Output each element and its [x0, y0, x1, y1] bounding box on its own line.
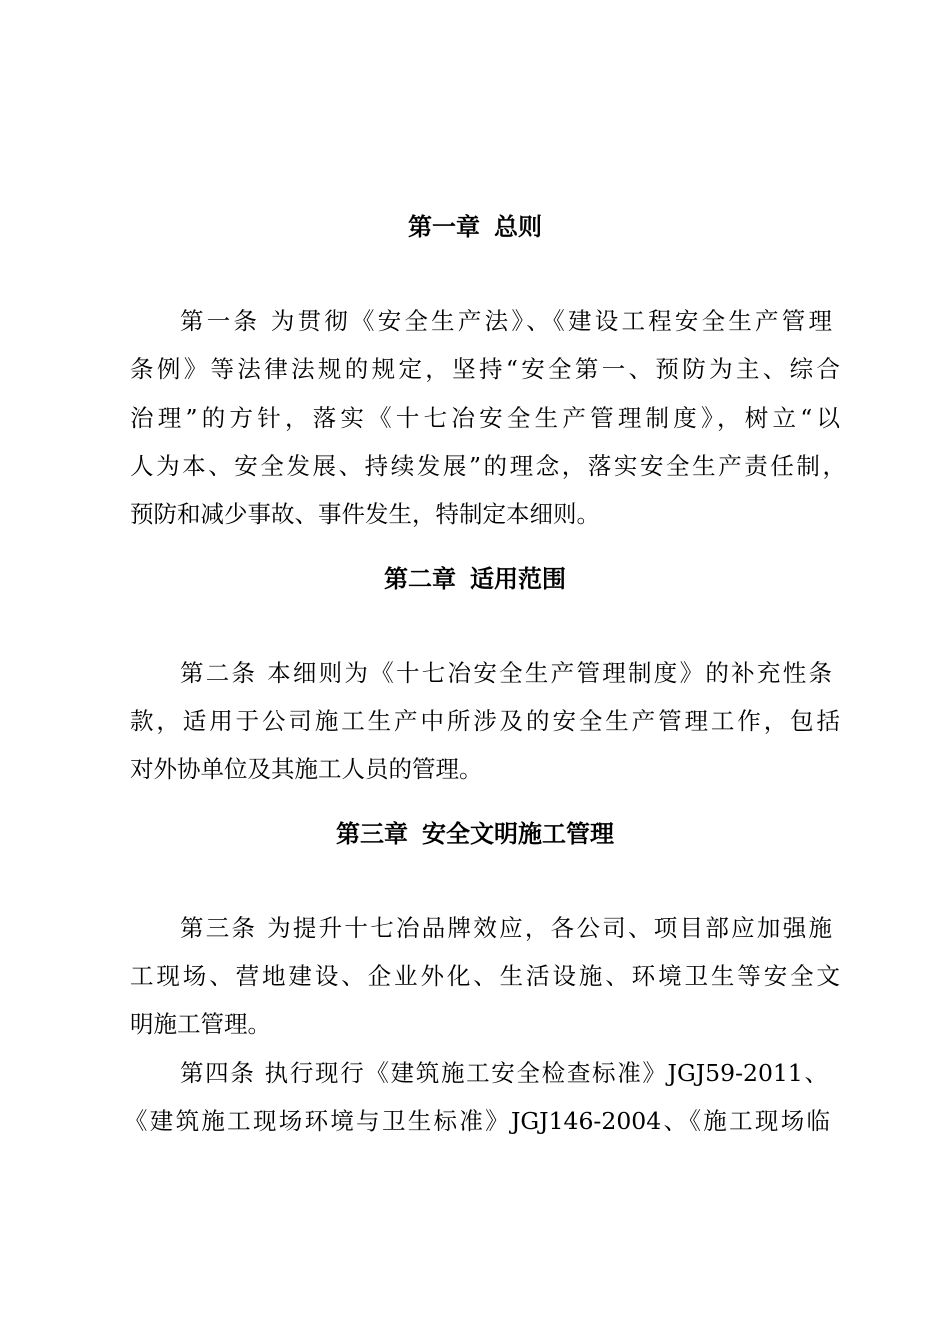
paragraph-line: 款，适用于公司施工生产中所涉及的安全生产管理工作，包括	[130, 707, 840, 735]
paragraph-line: 第一条 为贯彻《安全生产法》、《建设工程安全生产管理	[180, 307, 832, 335]
chapter-number: 第三章	[336, 820, 408, 848]
chapter-title: 适用范围	[470, 565, 566, 593]
paragraph-line: 治理”的方针，落实《十七冶安全生产管理制度》，树立“以	[130, 404, 840, 432]
paragraph-line: 条例》等法律法规的规定，坚持“安全第一、预防为主、综合	[130, 355, 840, 383]
paragraph-line: 预防和减少事故、事件发生，特制定本细则。	[130, 500, 600, 528]
chapter-heading	[0, 562, 950, 596]
paragraph-line: 明施工管理。	[130, 1010, 271, 1038]
paragraph-line: 人为本、安全发展、持续发展”的理念，落实安全生产责任制，	[130, 452, 846, 480]
chapter-heading	[0, 210, 950, 244]
paragraph-line: 第四条 执行现行《建筑施工安全检查标准》JGJ59-2011、	[180, 1059, 828, 1087]
chapter-title: 安全文明施工管理	[422, 820, 614, 848]
chapter-number: 第二章	[384, 565, 456, 593]
paragraph-line: 《建筑施工现场环境与卫生标准》JGJ146-2004、《施工现场临	[124, 1107, 830, 1135]
paragraph-line: 对外协单位及其施工人员的管理。	[130, 755, 483, 783]
paragraph-line: 工现场、营地建设、企业外化、生活设施、环境卫生等安全文	[130, 962, 840, 990]
chapter-heading	[0, 817, 950, 851]
paragraph-line: 第三条 为提升十七冶品牌效应，各公司、项目部应加强施	[180, 914, 832, 942]
paragraph-line: 第二条 本细则为《十七冶安全生产管理制度》的补充性条	[180, 659, 832, 687]
chapter-number: 第一章	[408, 213, 480, 241]
chapter-title: 总则	[494, 213, 542, 241]
